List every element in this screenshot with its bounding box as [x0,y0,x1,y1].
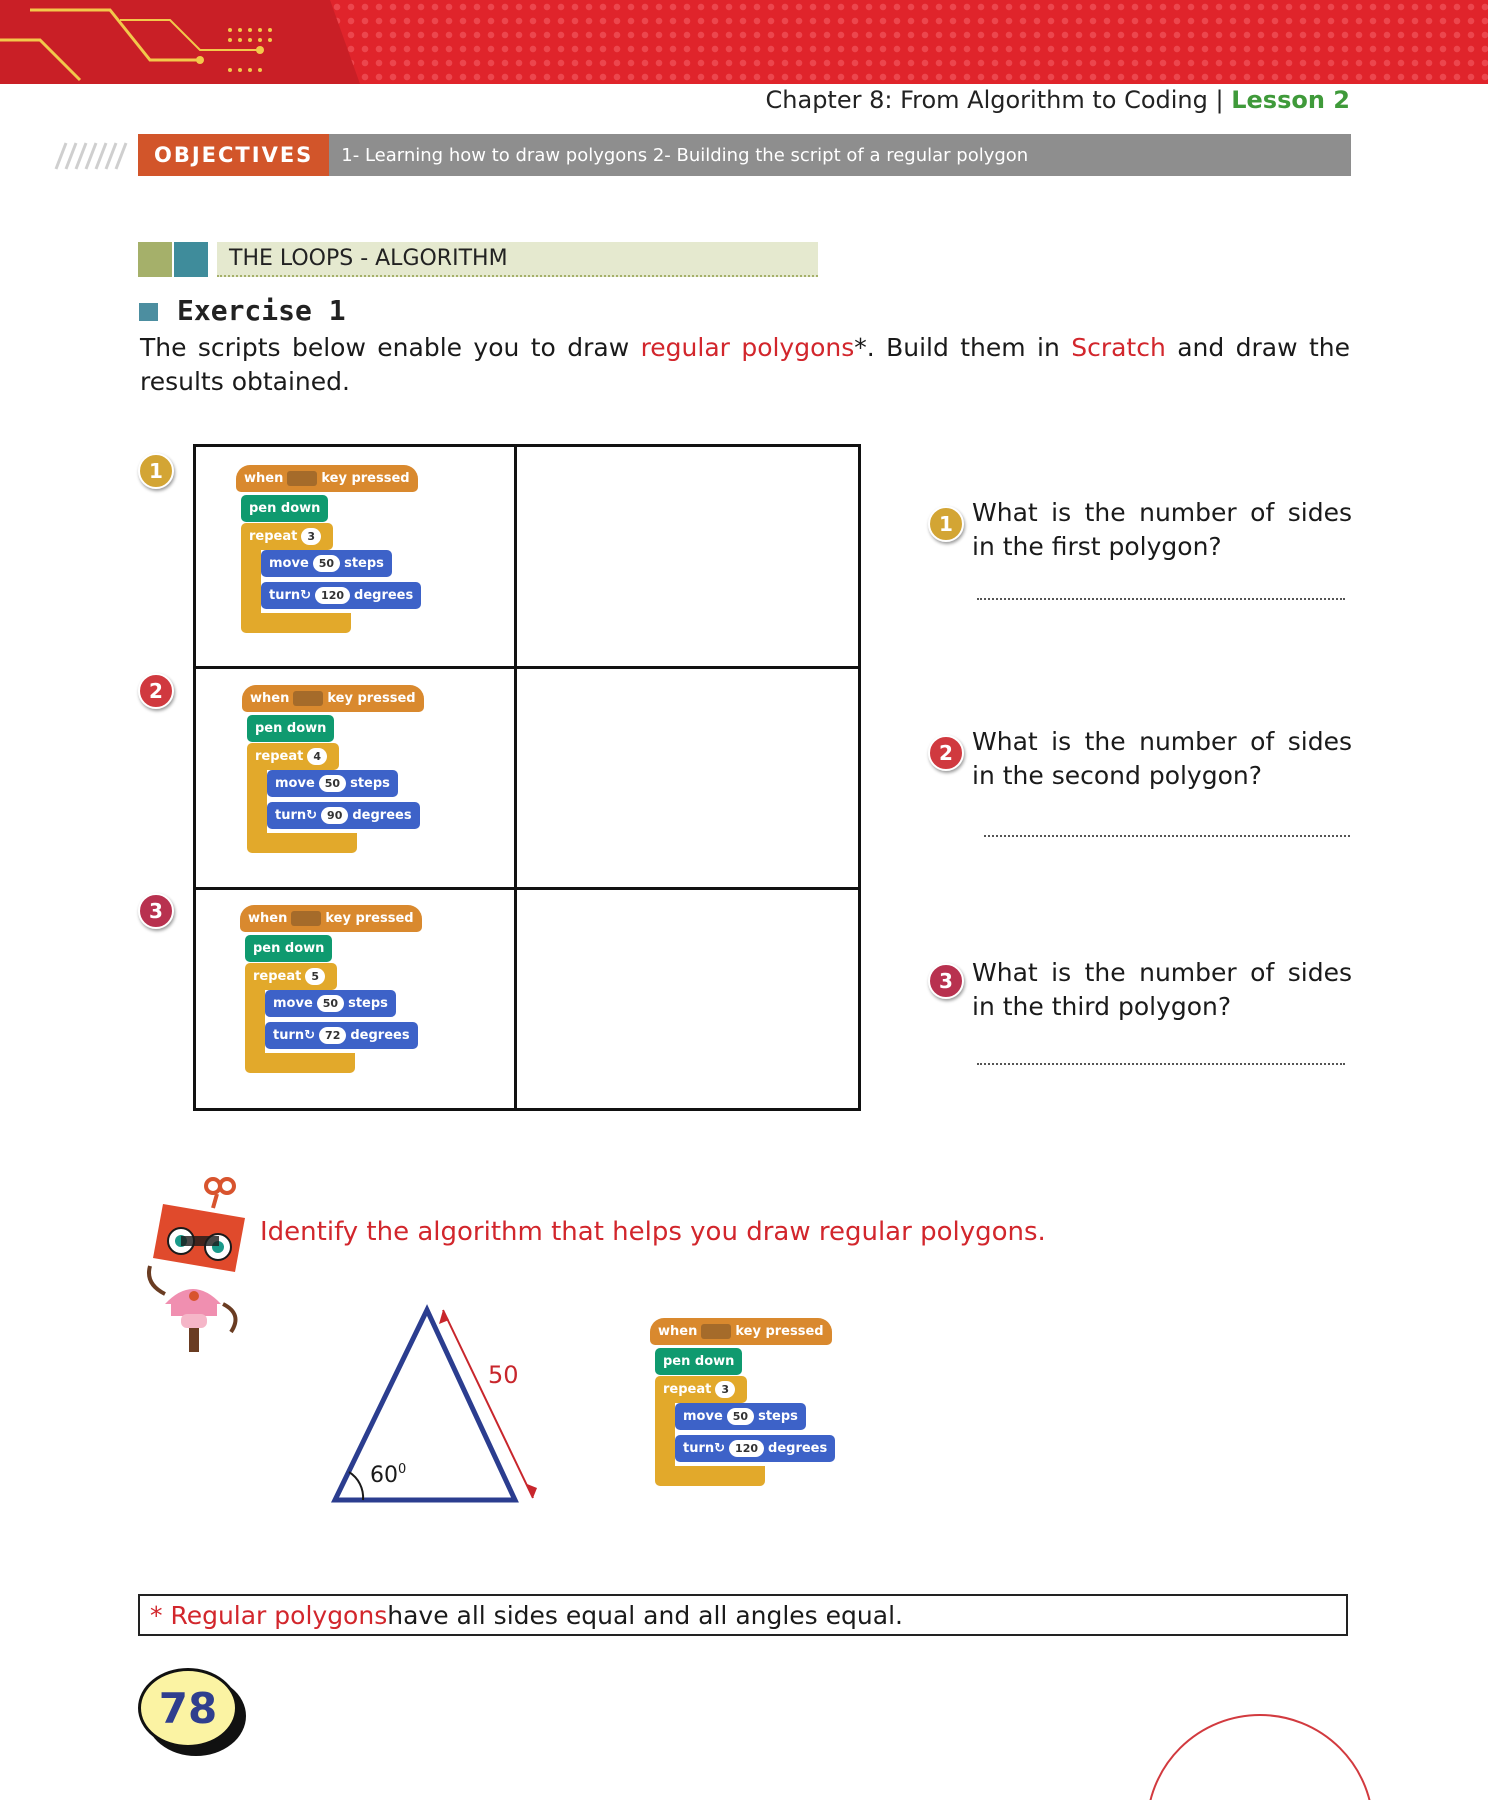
definition-note [138,1594,1348,1636]
page-number-badge [138,1668,244,1748]
pen-down-block: pen down [655,1348,742,1375]
hat-block: when key pressed [236,465,418,492]
lesson-label: Lesson 2 [1231,86,1350,114]
key-dropdown [287,471,317,486]
note-term: Regular polygons [170,1600,388,1630]
hat-block: when key pressed [242,685,424,712]
objectives-bar [138,134,1351,176]
scratch-script-2 [242,675,472,875]
turn-block: turn ↻ 120 degrees [261,582,421,609]
repeat-block-end [245,1053,355,1073]
repeat-block-arm [245,985,265,1060]
turn-block: turn ↻ 120 degrees [675,1435,835,1462]
row-badge-3: 3 [138,893,174,929]
question-badge-1: 1 [928,506,964,542]
stripes-decoration-icon [48,141,128,171]
move-block: move 50 steps [265,990,396,1017]
note-star: * [150,1600,163,1630]
answer-line-3[interactable] [977,1063,1345,1065]
intro-term-regular-polygons: regular polygons [640,333,855,362]
pen-down-block: pen down [245,935,332,962]
exercise-marker [139,303,158,321]
pen-down-block: pen down [247,715,334,742]
intro-term-scratch: Scratch [1071,333,1166,362]
identify-instruction: Identify the algorithm that helps you draw regular polygons. [260,1217,1046,1247]
page-number: 78 [138,1668,238,1748]
repeat-block: repeat 4 [247,743,339,770]
repeat-block-arm [247,765,267,840]
exercise-intro [140,331,1350,399]
chapter-title: Chapter 8: From Algorithm to Coding | [765,86,1224,114]
rotate-icon: ↻ [714,1441,726,1456]
section-title: THE LOOPS - ALGORITHM [217,242,818,277]
row-badge-2: 2 [138,673,174,709]
scratch-script-1 [236,455,466,655]
rotate-icon: ↻ [304,1028,316,1043]
side-label: 50 [488,1361,519,1389]
circuit-decoration-icon [0,0,360,84]
repeat-block: repeat 5 [245,963,337,990]
question-2: What is the number of sides in the second polygon? [972,727,1352,790]
key-dropdown [293,691,323,706]
note-text: have all sides equal and all angles equal. [387,1600,903,1630]
move-block: move 50 steps [261,550,392,577]
hat-block: when key pressed [240,905,422,932]
turn-block: turn ↻ 90 degrees [267,802,420,829]
intro-text: The scripts below enable you to draw [140,333,641,362]
example-scratch-script [650,1308,880,1508]
question-badge-2: 2 [928,735,964,771]
rotate-icon: ↻ [300,588,312,603]
top-banner [0,0,1488,84]
turn-block: turn ↻ 72 degrees [265,1022,418,1049]
banner-dot-pattern [330,0,1488,84]
section-marker-green [138,242,172,277]
answer-line-2[interactable] [984,835,1350,837]
robot-mascot-icon [135,1174,250,1354]
repeat-block: repeat 3 [655,1376,747,1403]
scripts-table [193,444,861,1111]
repeat-block-end [241,613,351,633]
repeat-block: repeat 3 [241,523,333,550]
move-block: move 50 steps [675,1403,806,1430]
repeat-block-arm [655,1398,675,1473]
row-badge-1: 1 [138,453,174,489]
question-badge-3: 3 [928,963,964,999]
key-dropdown [291,911,321,926]
table-divider [196,887,858,890]
objectives-text: 1- Learning how to draw polygons 2- Building the script of a regular polygon [341,144,1029,166]
pen-down-block: pen down [241,495,328,522]
question-3: What is the number of sides in the third polygon? [972,958,1352,1021]
rotate-icon: ↻ [306,808,318,823]
exercise-title: Exercise 1 [177,294,346,327]
chapter-heading [766,86,1350,114]
answer-line-1[interactable] [977,598,1345,600]
repeat-block-end [247,833,357,853]
table-divider [514,447,517,1108]
triangle-diagram [325,1300,545,1510]
section-marker-teal [174,242,208,277]
decorative-circle [1146,1714,1374,1800]
move-block: move 50 steps [267,770,398,797]
key-dropdown [701,1324,731,1339]
hat-block: when key pressed [650,1318,832,1345]
repeat-block-end [655,1466,765,1486]
question-1: What is the number of sides in the first polygon? [972,498,1352,561]
side-length-arrow [443,1310,533,1498]
table-divider [196,666,858,669]
scratch-script-3 [240,895,470,1095]
intro-text: *. Build them in [854,333,1072,362]
intro-text: and draw the results obtained. [140,333,1350,396]
angle-arc [349,1472,363,1500]
angle-label: $60^0$ [370,1462,407,1488]
objectives-tag: OBJECTIVES [138,134,329,176]
repeat-block-arm [241,545,261,620]
